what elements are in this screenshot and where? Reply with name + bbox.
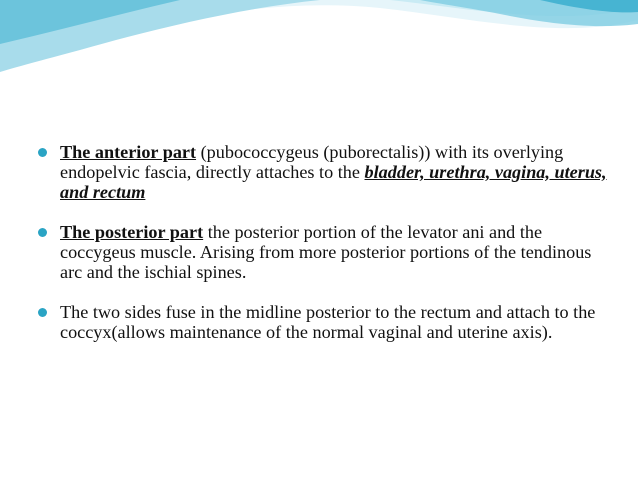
bullet-emphasis: bladder, urethra, vagina, uterus, and rectum	[60, 162, 607, 202]
bullet-text: the posterior portion of the levator ani and the coccygeus muscle. Arising from more posterior portions of the tendinous arc and the ischial spines.	[60, 222, 592, 282]
bullet-text: The two sides fuse in the midline posterior to the rectum and attach to the coccyx(allows maintenance of the normal vaginal and uterine axis).	[60, 302, 596, 342]
bullet-lead: The anterior part	[60, 142, 197, 162]
bullet-dot-icon	[38, 148, 47, 157]
bullet-list	[36, 142, 616, 362]
bullet-text: (pubococcygeus (puborectalis)) with its overlying endopelvic fascia, directly attaches to the	[60, 142, 564, 182]
bullet-posterior	[36, 222, 616, 282]
header-wave-decoration	[0, 0, 638, 140]
bullet-lead: The posterior part	[60, 222, 204, 242]
bullet-fusion	[36, 302, 616, 342]
bullet-dot-icon	[38, 228, 47, 237]
bullet-anterior	[36, 142, 616, 202]
bullet-dot-icon	[38, 308, 47, 317]
